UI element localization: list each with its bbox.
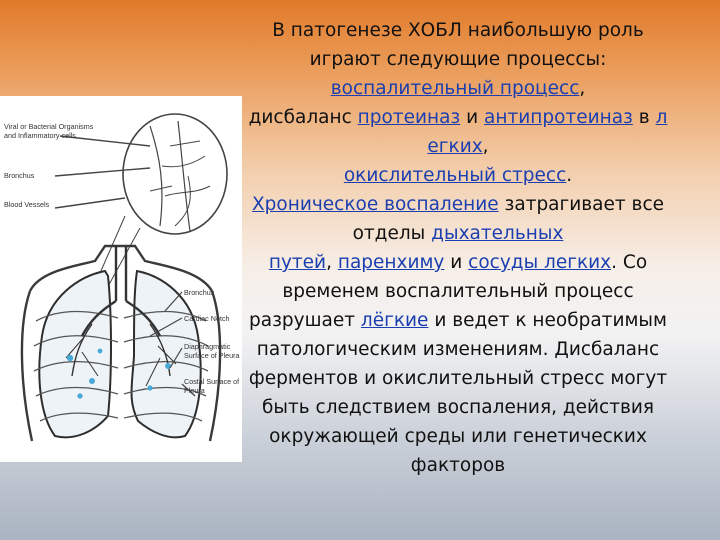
lung-diagram [0, 96, 242, 462]
text-line-9-sep2: и [444, 252, 469, 273]
text-line-12: патологическим изменениям. Дисбаланс [256, 339, 660, 360]
label-blood-vessels: Blood Vessels [4, 200, 50, 209]
text-line-4 [242, 103, 674, 132]
label-diaphragmatic-1: Diaphragmatic [184, 342, 231, 351]
text-line-3 [242, 74, 674, 103]
text-line-4-start: дисбаланс [248, 107, 358, 128]
lung-diagram-figure [0, 96, 242, 462]
text-line-5 [242, 132, 674, 161]
text-line-2: играют следующие процессы: [309, 49, 607, 70]
text-line-11-start: разрушает [249, 310, 361, 331]
text-line-3-comma: , [579, 78, 586, 99]
label-diaphragmatic-2: Surface of Pleura [184, 351, 240, 360]
link-lung-vessels[interactable]: сосуды легких [468, 252, 612, 273]
link-antiproteinase[interactable]: антипротеиназ [484, 107, 633, 128]
label-cardiac-notch: Cardiac Notch [184, 314, 230, 323]
text-line-6-period: . [566, 165, 573, 186]
link-parenchyma[interactable]: паренхиму [337, 252, 445, 273]
left-pointers [55, 136, 150, 208]
text-line-1: В патогенезе ХОБЛ наибольшую роль [272, 20, 644, 41]
text-line-7 [242, 190, 674, 219]
text-line-14: быть следствием воспаления, действия [261, 397, 655, 418]
link-oxidative-stress[interactable]: окислительный стресс [343, 165, 567, 186]
text-line-7-rest: затрагивает все [498, 194, 664, 215]
text-line-8 [242, 219, 674, 248]
label-bronchus-inset: Bronchus [4, 171, 35, 180]
text-line-4-and: и [460, 107, 485, 128]
text-line-15: окружающей среды или генетических [269, 426, 647, 447]
link-respiratory[interactable]: дыхательных [431, 223, 564, 244]
text-line-11 [242, 306, 674, 335]
text-line-9-rest: . Со [611, 252, 648, 273]
text-line-16: факторов [410, 455, 506, 476]
text-line-13: ферментов и окислительный стресс могут [248, 368, 668, 389]
label-organisms: Viral or Bacterial Organisms [4, 122, 94, 131]
text-line-10: временем воспалительный процесс [282, 281, 634, 302]
lungs [39, 271, 200, 437]
label-inflammatory-cells: and Inflammatory cells [4, 131, 76, 140]
pathogenesis-text [242, 16, 674, 480]
text-line-6 [242, 161, 674, 190]
text-line-5-comma: , [482, 136, 489, 157]
label-costal-1: Costal Surface of [184, 377, 240, 386]
text-line-11-rest: и ведет к необратимым [428, 310, 667, 331]
link-airways[interactable]: путей [268, 252, 327, 273]
text-line-4-in: в [632, 107, 656, 128]
label-bronchus: Bronchus [184, 288, 215, 297]
text-line-8-start: отделы [352, 223, 432, 244]
link-lungs-part1[interactable]: л [655, 107, 668, 128]
link-lungs-part2[interactable]: егких [427, 136, 483, 157]
link-chronic-inflammation[interactable]: Хроническое воспаление [251, 194, 499, 215]
label-costal-2: Pleura [184, 386, 205, 395]
link-inflammatory-process[interactable]: воспалительный процесс [330, 78, 580, 99]
link-proteinase[interactable]: протеиназ [357, 107, 461, 128]
text-line-9 [242, 248, 674, 277]
text-line-9-sep1: , [326, 252, 338, 273]
link-lungs-destroys[interactable]: лёгкие [360, 310, 429, 331]
